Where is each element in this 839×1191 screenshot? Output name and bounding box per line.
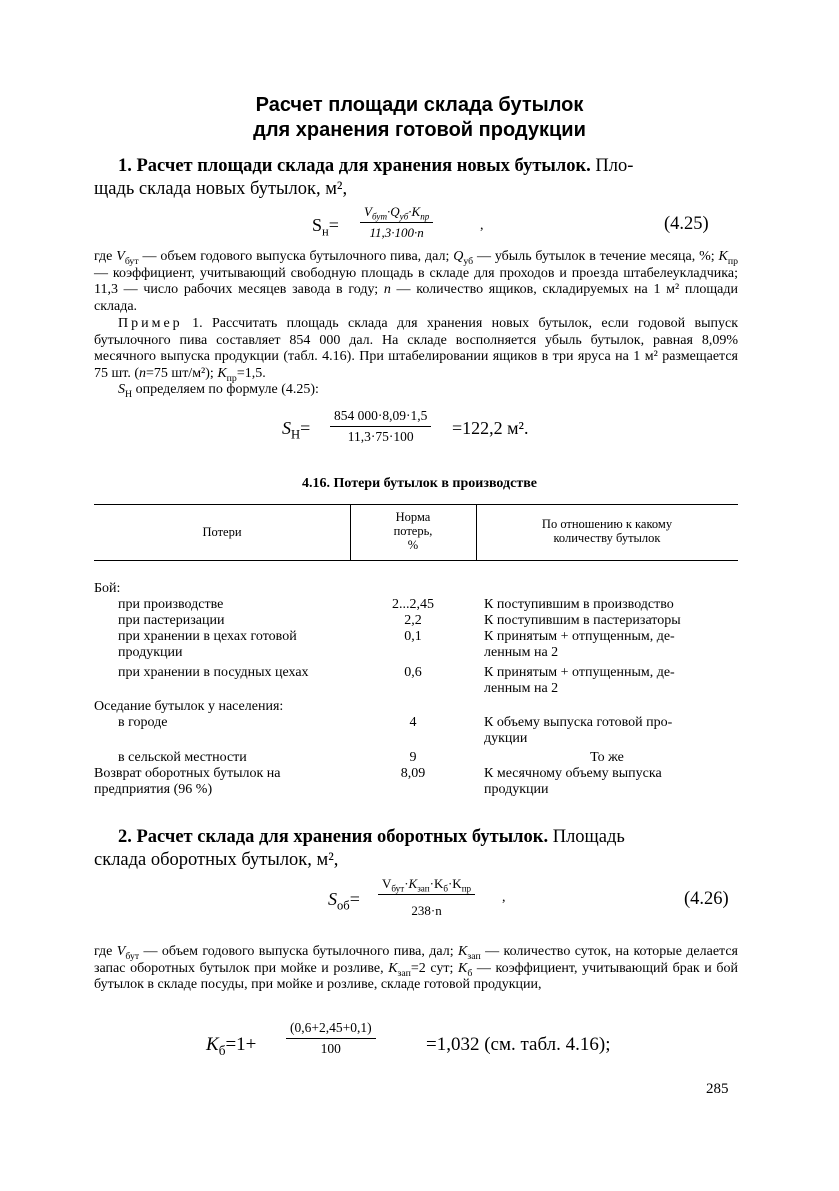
formula-4-25-lhs: $S_н=$ [312, 215, 339, 239]
kb-lhs: $K_б=1+$ [206, 1034, 257, 1058]
table-group-settling: Оседание бутылок у населения: [94, 699, 284, 714]
section1-line2: щадь склада новых бутылок, м², [94, 179, 348, 199]
table-row-value: 2,2 [404, 613, 422, 628]
table-row-ref-cont: ленным на 2 [484, 681, 559, 696]
table-row-ref: К месячному объему выпуска [484, 766, 662, 781]
formula-4-25-number: (4.25) [664, 214, 709, 234]
page-title-line2: для хранения готовой продукции [253, 119, 586, 141]
formula-4-25-fraction: $V_{бут}\cdot Q_{уб}\cdot K_{пр}$ 11,3·100·n [360, 204, 433, 241]
page-number: 285 [706, 1081, 729, 1097]
table-row-name-cont: предприятия (96 %) [94, 782, 213, 797]
page-title-line1: Расчет площади склада бутылок [255, 94, 584, 116]
table-row-ref: К объему выпуска готовой про- [484, 715, 673, 730]
table-row-ref: К принятым + отпущенным, де- [484, 665, 675, 680]
table-row-ref-cont: дукции [484, 731, 528, 746]
table-row-name: при хранении в цехах готовой [118, 629, 297, 644]
table-header-reference: По отношению к какому количеству бутылок [541, 517, 673, 545]
kb-result: =1,032 (см. табл. 4.16); [426, 1034, 611, 1055]
table-row-ref: То же [590, 750, 624, 765]
table-row-value: 2...2,45 [392, 597, 434, 612]
table-row-name: при производстве [118, 597, 224, 612]
section1-heading: 1. Расчет площади склада для хранения новых бутылок. Пло- [118, 156, 634, 176]
section1-where-paragraph: где $V_{бут}$ — объем годового выпуска бутылочного пива, дал; $Q_{уб}$ — убыль бутылок в течение месяца, %; $K_{пр}$ — коэффициент, учитывающий свободную площадь в складе для проходов и проезда штабелеукладчика; 11,3 — число рабочих месяцев завода в году; n — количество ящиков, складируемых на 1 м² площади склада. [94, 249, 739, 314]
table-row-ref-cont: ленным на 2 [484, 645, 559, 660]
calc-fraction: $\frac{854 000\cdot 8,09\cdot 1,5}{11,3\cdot 75\cdot 100}$ [330, 408, 431, 445]
table-header-rule [94, 560, 738, 561]
table-caption: 4.16. Потери бутылок в производстве [302, 476, 537, 491]
table-row-name: в городе [118, 715, 168, 730]
table-row-value: 9 [409, 750, 417, 765]
calc-lhs: $S_Н=$ [282, 418, 311, 442]
table-row-name: при хранении в посудных цехах [118, 665, 309, 680]
example-paragraph: Пример 1. Рассчитать площадь склада для хранения новых бутылок, если годовой выпуск бутылочного пива составляет 854 000 дал. На складе восполняется убыль бутылок, равная 8,09% месячного выпуска продукции (табл. 4.16). При штабелировании ящиков в три яруса на 1 м² размещается 75 шт. (n=75 шт/м²); $K_{пр}=1,5$. [94, 316, 738, 384]
section2-heading: 2. Расчет склада для хранения оборотных бутылок. Площадь [118, 827, 625, 847]
formula-4-26-number: (4.26) [684, 889, 729, 909]
section2-where-paragraph: где $V_{бут}$ — объем годового выпуска бутылочного пива, дал; $K_{зап}$ — количество суток, на которые делается запас оборотных бутылок при мойке и розливе, $K_{зап}=2$ сут; $K_б$ — коэффициент, учитывающий брак и бой бутылок в складе посуды, при мойке и розливе, складе готовой продукции, [94, 944, 738, 992]
table-group-breakage: Бой: [94, 581, 121, 596]
table-row-name: при пастеризации [118, 613, 225, 628]
table-row-name: в сельской местности [118, 750, 247, 765]
table-row-value: 0,6 [404, 665, 422, 680]
table-row-ref: К поступившим в пастеризаторы [484, 613, 681, 628]
table-row-value: 4 [409, 715, 417, 730]
calc-result: =122,2 м². [452, 418, 529, 438]
formula-4-26-fraction: $V_{бут}\cdot K_{зап}\cdot K_б\cdot K_{пр}$ 238·n [378, 876, 475, 919]
table-header-norm: Норма потерь, % [393, 510, 433, 552]
table-top-rule [94, 504, 738, 505]
table-row-name: Возврат оборотных бутылок на [94, 766, 281, 781]
formula-4-26-lhs: $S_{об}=$ [328, 889, 360, 913]
kb-fraction: $\frac{(0,6+2,45+0,1)}{100}$ [286, 1020, 376, 1057]
section2-line2: склада оборотных бутылок, м², [94, 850, 339, 870]
define-line: $S_Н$ определяем по формуле (4.25): [118, 382, 319, 400]
table-row-name-cont: продукции [118, 645, 183, 660]
table-row-ref-cont: продукции [484, 782, 549, 797]
table-row-ref: К поступившим в производство [484, 597, 674, 612]
table-row-value: 0,1 [404, 629, 422, 644]
table-header-losses: Потери [202, 525, 242, 539]
table-row-value: 8,09 [400, 766, 426, 781]
table-row-ref: К принятым + отпущенным, де- [484, 629, 675, 644]
